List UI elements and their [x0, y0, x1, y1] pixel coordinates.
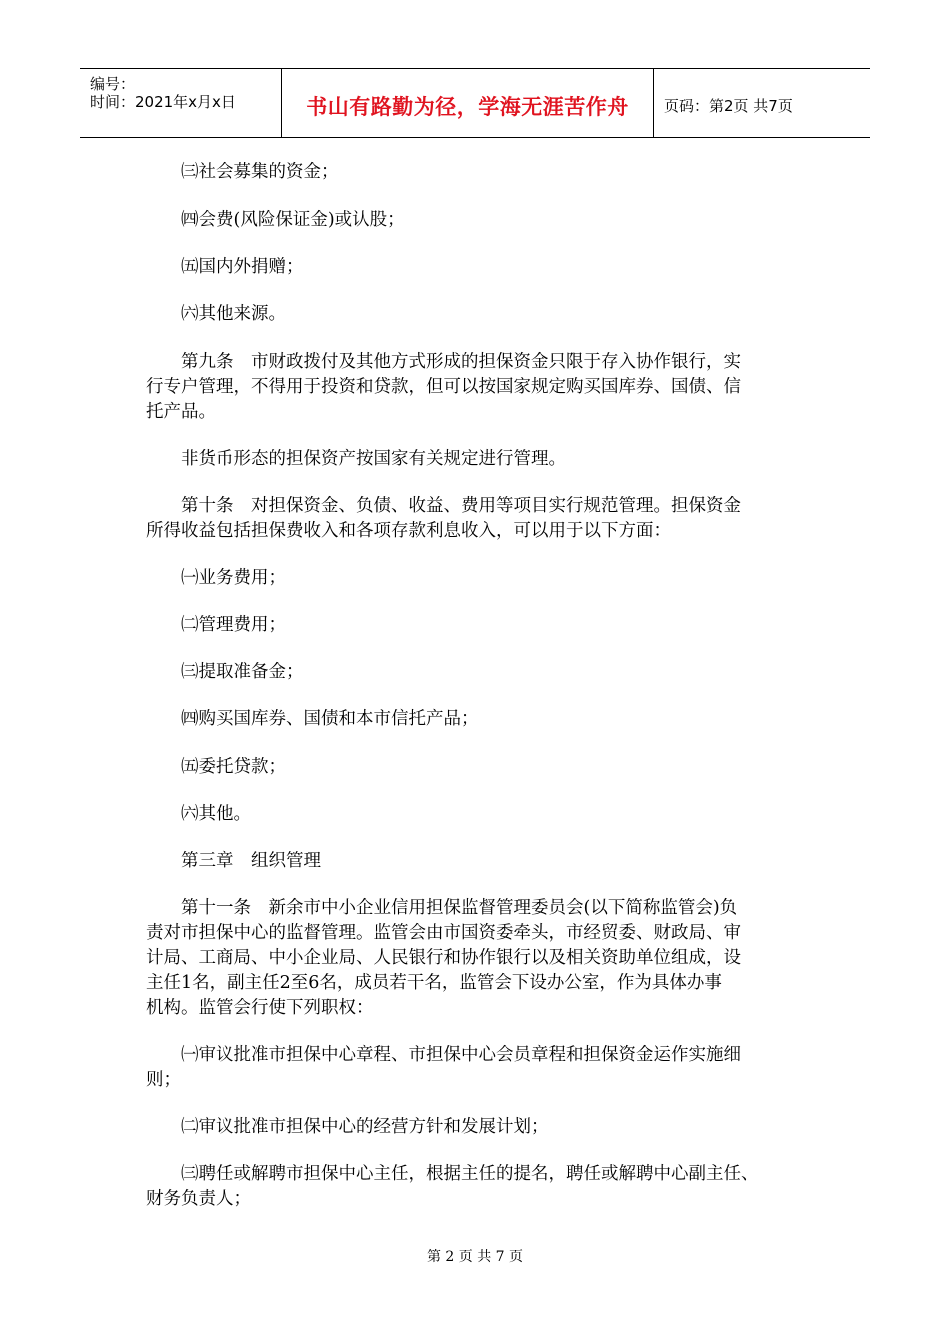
body-line: 第十一条 新余市中小企业信用担保监督管理委员会(以下简称监管会)负	[181, 898, 738, 918]
body-line: 第九条 市财政拨付及其他方式形成的担保资金只限于存入协作银行，实	[181, 352, 741, 372]
body-line: ㈠业务费用；	[181, 568, 286, 588]
body-line: ㈣会费(风险保证金)或认股；	[181, 210, 405, 230]
page-footer: 第 2 页 共 7 页	[426, 1249, 524, 1265]
page-number-label: 页码：第2页 共7页	[664, 97, 793, 115]
page-header	[80, 68, 870, 138]
body-line: ㈥其他。	[181, 804, 251, 824]
body-line: 非货币形态的担保资产按国家有关规定进行管理。	[181, 449, 566, 469]
body-line: ㈤国内外捐赠；	[181, 257, 304, 277]
body-line: ㈠审议批准市担保中心章程、市担保中心会员章程和担保资金运作实施细	[181, 1045, 741, 1065]
body-line: 则；	[146, 1070, 181, 1090]
body-line: 主任1名，副主任2至6名，成员若干名，监管会下设办公室，作为具体办事	[146, 973, 722, 993]
body-line: ㈥其他来源。	[181, 304, 286, 324]
header-motto-cell	[282, 69, 654, 137]
body-line: ㈢聘任或解聘市担保中心主任，根据主任的提名，聘任或解聘中心副主任、	[181, 1164, 759, 1184]
body-line: ㈡审议批准市担保中心的经营方针和发展计划；	[181, 1117, 549, 1137]
body-line: 所得收益包括担保费收入和各项存款利息收入，可以用于以下方面：	[146, 521, 671, 541]
body-line: 计局、工商局、中小企业局、人民银行和协作银行以及相关资助单位组成，设	[146, 948, 741, 968]
body-line: ㈢提取准备金；	[181, 662, 304, 682]
header-info-cell	[80, 69, 282, 137]
motto: 书山有路勤为径，学海无涯苦作舟	[306, 95, 629, 119]
body-line: 财务负责人；	[146, 1189, 251, 1209]
number-label: 编号：	[90, 75, 136, 93]
body-line: ㈣购买国库券、国债和本市信托产品；	[181, 709, 479, 729]
date-label: 时间：2021年x月x日	[90, 93, 236, 111]
body-line: ㈡管理费用；	[181, 615, 286, 635]
body-line: ㈤委托贷款；	[181, 757, 286, 777]
header-page-cell	[654, 69, 870, 137]
body-line: 第十条 对担保资金、负债、收益、费用等项目实行规范管理。担保资金	[181, 496, 741, 516]
body-line: 托产品。	[146, 402, 216, 422]
body-line: ㈢社会募集的资金；	[181, 162, 339, 182]
body-line: 机构。监管会行使下列职权：	[146, 998, 374, 1018]
chapter-heading: 第三章 组织管理	[181, 851, 321, 871]
body-line: 责对市担保中心的监督管理。监管会由市国资委牵头，市经贸委、财政局、审	[146, 923, 741, 943]
body-line: 行专户管理，不得用于投资和贷款，但可以按国家规定购买国库券、国债、信	[146, 377, 741, 397]
